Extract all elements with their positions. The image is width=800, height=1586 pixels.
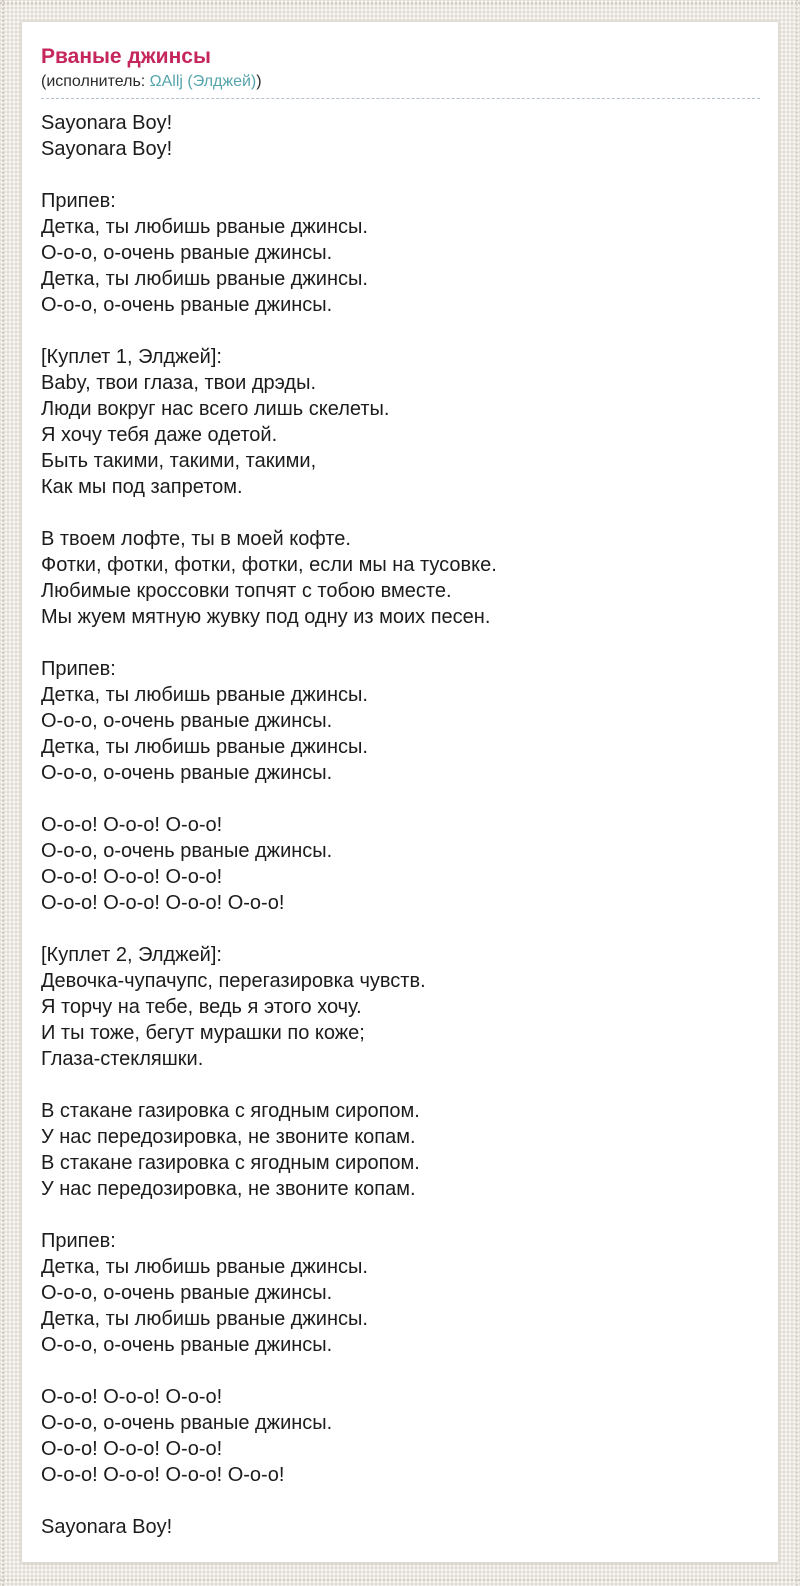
lyrics-line: Как мы под запретом. [41,476,243,498]
lyrics-line: Детка, ты любишь рваные джинсы. [41,268,368,290]
lyrics-line: Baby, твои глаза, твои дрэды. [41,372,317,394]
lyrics-line: Любимые кроссовки топчят с тобою вместе. [41,580,452,602]
lyrics-line: Детка, ты любишь рваные джинсы. [41,684,368,706]
lyrics-line: О-о-о, о-очень рваные джинсы. [41,1334,333,1356]
lyrics-line: Люди вокруг нас всего лишь скелеты. [41,398,390,420]
lyrics-line [41,500,760,526]
lyrics-line [41,1358,760,1384]
lyrics-line: О-о-о! О-о-о! О-о-о! [41,814,223,836]
lyrics-line: Я торчу на тебе, ведь я этого хочу. [41,996,362,1018]
lyrics-line: О-о-о! О-о-о! О-о-о! [41,866,223,888]
lyrics-line: [Куплет 1, Элджей]: [41,346,222,368]
lyrics-line: В стакане газировка с ягодным сиропом. [41,1100,420,1122]
lyrics-line: В твоем лофте, ты в моей кофте. [41,528,351,550]
lyrics-line [41,786,760,812]
lyrics-line: Sayonara Boy! [41,112,173,134]
lyrics-line: В стакане газировка с ягодным сиропом. [41,1152,420,1174]
lyrics-line: О-о-о! О-о-о! О-о-о! [41,1386,223,1408]
lyrics-line [41,318,760,344]
background-dotted-line-bottom [0,1579,800,1581]
lyrics-line: Я хочу тебя даже одетой. [41,424,278,446]
lyrics-line: Девочка-чупачупс, перегазировка чувств. [41,970,426,992]
lyrics-line: Детка, ты любишь рваные джинсы. [41,216,368,238]
lyrics-line: О-о-о, о-очень рваные джинсы. [41,242,333,264]
artist-suffix: ) [256,73,262,90]
artist-link[interactable]: ΩAllj (Элджей) [149,73,257,90]
lyrics-line: О-о-о, о-очень рваные джинсы. [41,1282,333,1304]
background-dotted-line-top [0,2,800,4]
lyrics-text [41,110,760,1540]
lyrics-line: Детка, ты любишь рваные джинсы. [41,1256,368,1278]
lyrics-line: О-о-о, о-очень рваные джинсы. [41,762,333,784]
lyrics-line [41,162,760,188]
lyrics-line [41,630,760,656]
lyrics-line: Sayonara Boy! [41,138,173,160]
lyrics-card [21,21,779,1563]
song-title: Рваные джинсы [41,45,211,68]
lyrics-line: О-о-о, о-очень рваные джинсы. [41,840,333,862]
lyrics-line: О-о-о! О-о-о! О-о-о! О-о-о! [41,1464,285,1486]
lyrics-line: О-о-о, о-очень рваные джинсы. [41,710,333,732]
lyrics-line: Припев: [41,190,116,212]
lyrics-line: Sayonara Boy! [41,1516,173,1538]
background-dotted-line-left [2,0,4,1586]
artist-line [41,71,760,99]
lyrics-line: Фотки, фотки, фотки, фотки, если мы на тусовке. [41,554,497,576]
lyrics-line: О-о-о! О-о-о! О-о-о! О-о-о! [41,892,285,914]
lyrics-line: О-о-о! О-о-о! О-о-о! [41,1438,223,1460]
lyrics-line: Глаза-стекляшки. [41,1048,204,1070]
background-dotted-line-right [796,0,798,1586]
lyrics-line [41,1072,760,1098]
lyrics-line: Припев: [41,658,116,680]
lyrics-line: О-о-о, о-очень рваные джинсы. [41,1412,333,1434]
lyrics-line [41,1202,760,1228]
lyrics-line: Быть такими, такими, такими, [41,450,317,472]
lyrics-line: [Куплет 2, Элджей]: [41,944,222,966]
lyrics-line: Мы жуем мятную жувку под одну из моих песен. [41,606,491,628]
lyrics-line: Припев: [41,1230,116,1252]
lyrics-line: И ты тоже, бегут мурашки по коже; [41,1022,365,1044]
lyrics-line: О-о-о, о-очень рваные джинсы. [41,294,333,316]
lyrics-line: Детка, ты любишь рваные джинсы. [41,736,368,758]
lyrics-line [41,916,760,942]
lyrics-line: У нас передозировка, не звоните копам. [41,1178,416,1200]
lyrics-line [41,1488,760,1514]
lyrics-line: У нас передозировка, не звоните копам. [41,1126,416,1148]
lyrics-line: Детка, ты любишь рваные джинсы. [41,1308,368,1330]
artist-label: (исполнитель: [41,73,150,90]
